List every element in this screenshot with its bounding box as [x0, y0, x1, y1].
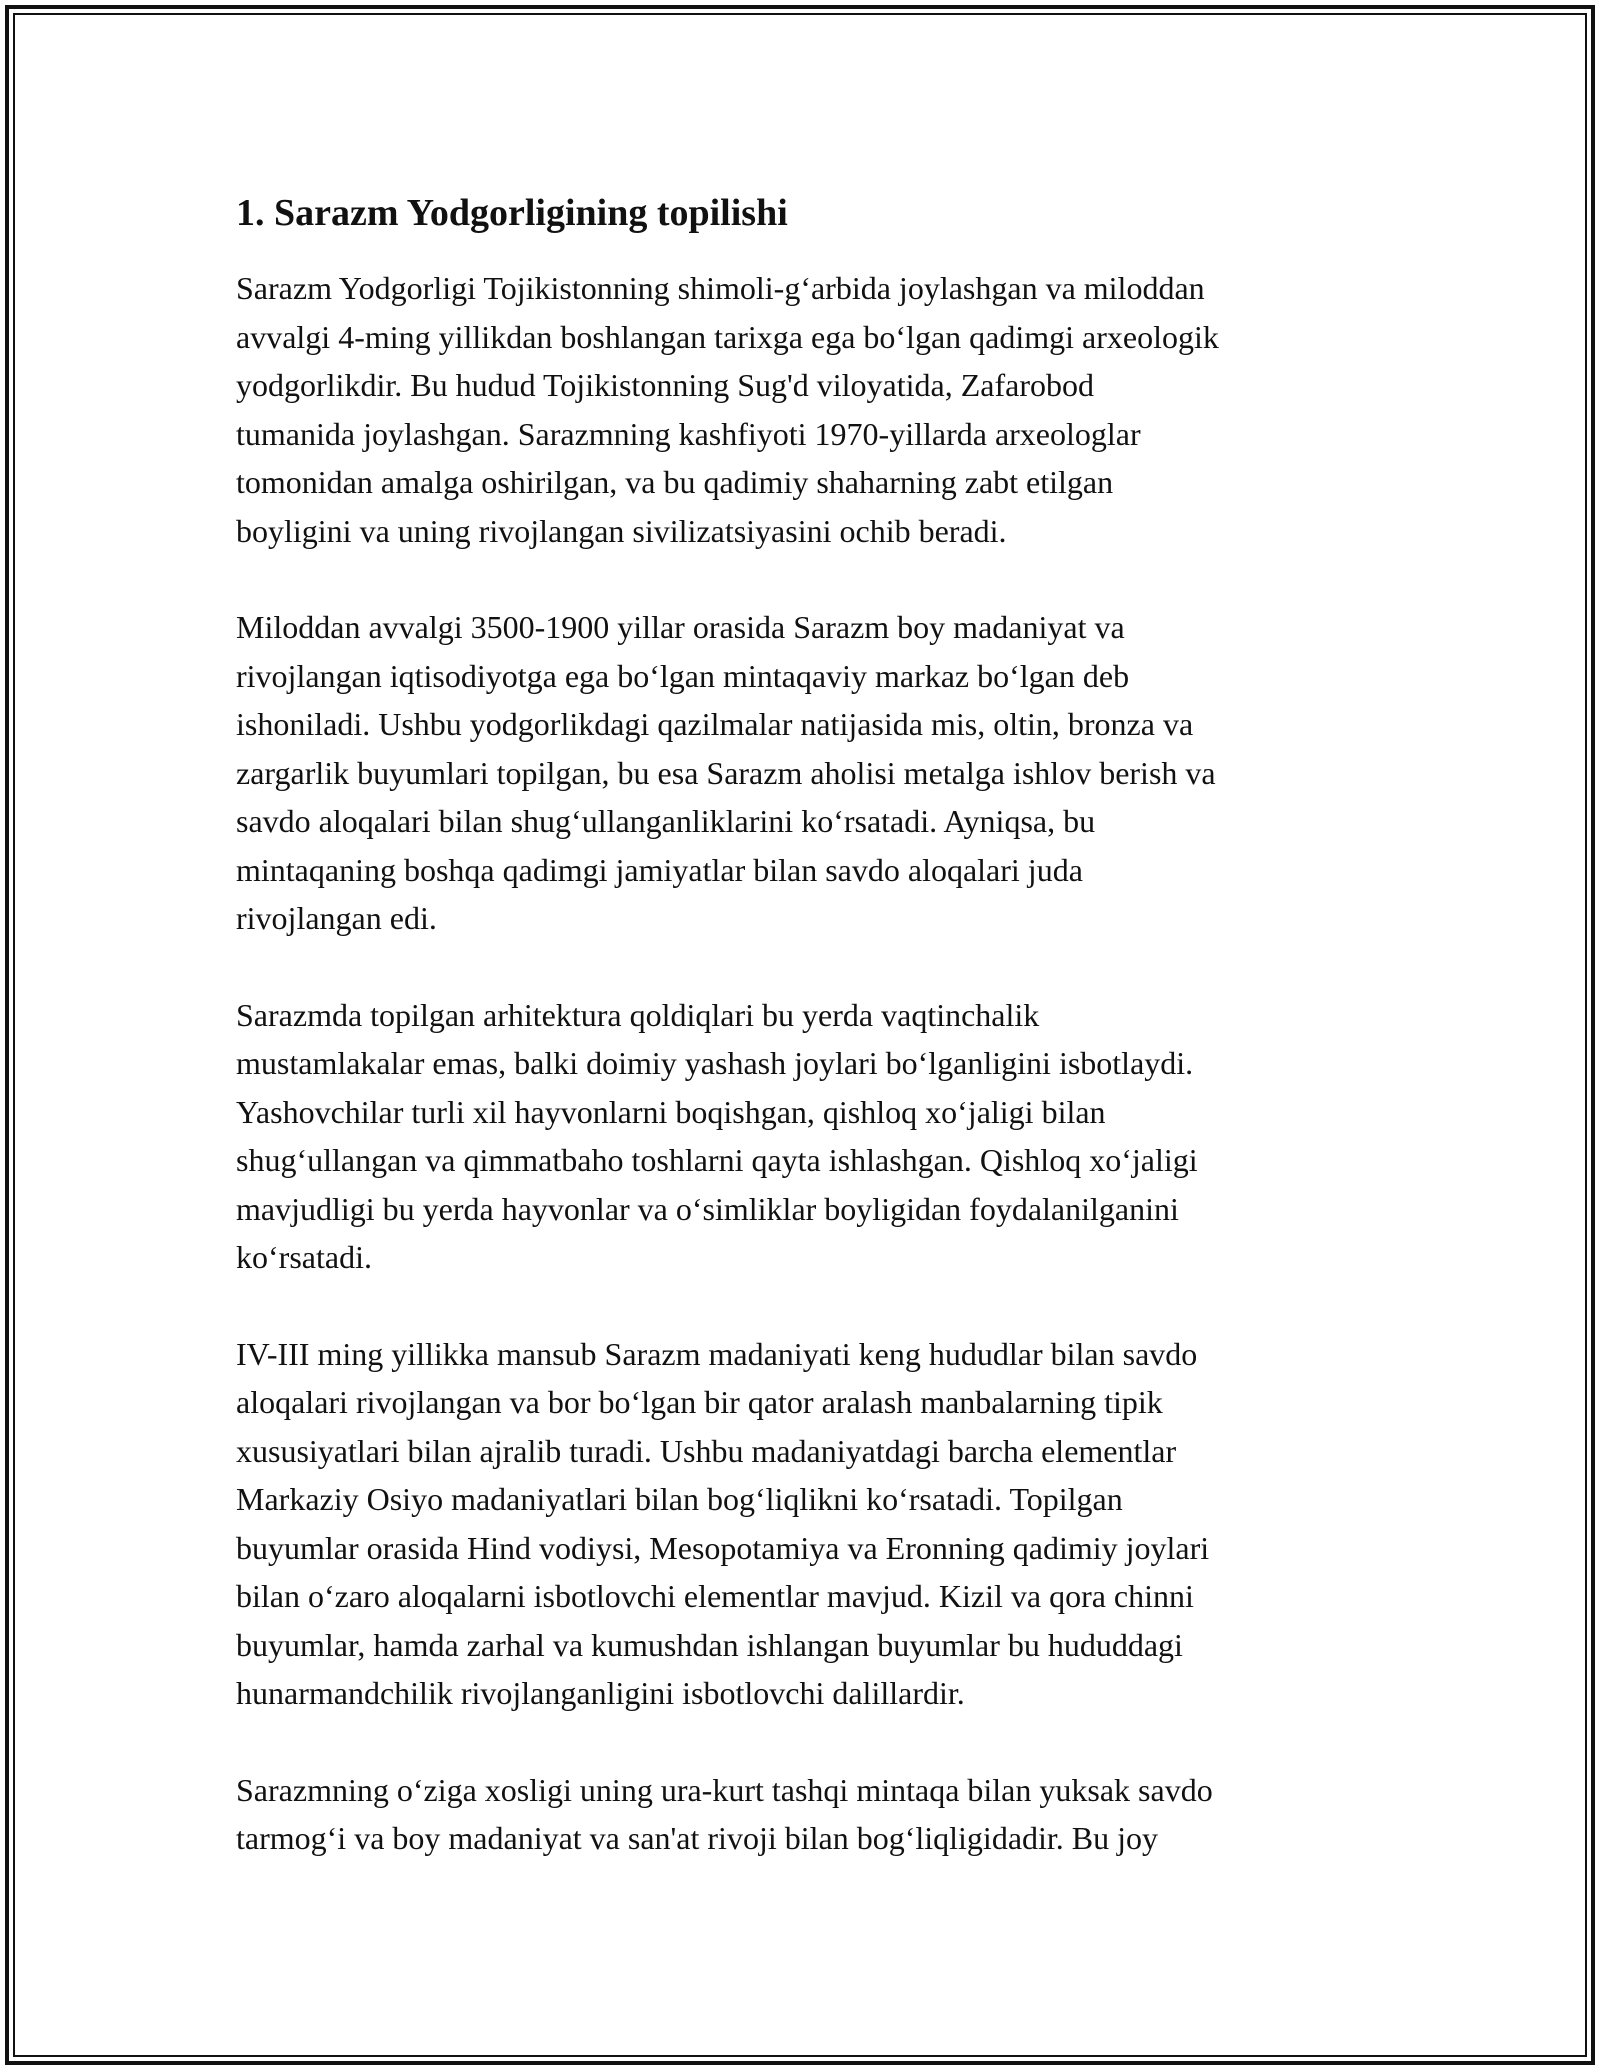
text-line: Miloddan avvalgi 3500-1900 yillar orasida Sarazm boy madaniyat va: [236, 609, 1125, 645]
text-line: tomonidan amalga oshirilgan, va bu qadimiy shaharning zabt etilgan: [236, 464, 1114, 500]
text-line: tumanida joylashgan. Sarazmning kashfiyoti 1970-yillarda arxeologlar: [236, 415, 1141, 452]
text-line: aloqalari rivojlangan va bor bo‘lgan bir qator aralash manbalarning tipik: [236, 1384, 1163, 1420]
text-line: avvalgi 4-ming yillikdan boshlangan tarixga ega bo‘lgan qadimgi arxeologik: [236, 318, 1219, 355]
text-line: rivojlangan edi.: [236, 900, 437, 936]
text-line: Sarazmning o‘ziga xosligi uning ura-kurt tashqi mintaqa bilan yuksak savdo: [236, 1771, 1213, 1808]
paragraph-3: [236, 991, 1376, 1282]
text-line: mintaqaning boshqa qadimgi jamiyatlar bilan savdo aloqalari juda: [236, 851, 1083, 888]
text-line: boyligini va uning rivojlangan sivilizatsiyasini ochib beradi.: [236, 512, 1007, 549]
text-line: tarmog‘i va boy madaniyat va san'at rivoji bilan bog‘liqligidadir. Bu joy: [236, 1820, 1159, 1856]
text-line: IV-III ming yillikka mansub Sarazm madaniyati keng hududlar bilan savdo: [236, 1335, 1198, 1372]
text-line: shug‘ullangan va qimmatbaho toshlarni qayta ishlashgan. Qishloq xo‘jaligi: [236, 1142, 1198, 1178]
paragraph-4: [236, 1330, 1376, 1718]
text-line: savdo aloqalari bilan shug‘ullanganliklarini ko‘rsatadi. Ayniqsa, bu: [236, 803, 1096, 839]
text-line: yodgorlikdir. Bu hudud Tojikistonning Sug'd viloyatida, Zafarobod: [236, 367, 1094, 403]
text-line: xususiyatlari bilan ajralib turadi. Ushbu madaniyatdagi barcha elementlar: [236, 1432, 1177, 1469]
section-heading: 1. Sarazm Yodgorligining topilishi: [236, 192, 788, 234]
text-line: ishoniladi. Ushbu yodgorlikdagi qazilmalar natijasida mis, oltin, bronza va: [236, 706, 1194, 742]
text-line: ko‘rsatadi.: [236, 1239, 372, 1275]
text-line: buyumlar orasida Hind vodiysi, Mesopotamiya va Eronning qadimiy joylari: [236, 1529, 1210, 1566]
text-line: Markaziy Osiyo madaniyatlari bilan bog‘liqlikni ko‘rsatadi. Topilgan: [236, 1481, 1123, 1517]
text-line: zargarlik buyumlari topilgan, bu esa Sarazm aholisi metalga ishlov berish va: [236, 754, 1216, 791]
text-line: mustamlakalar emas, balki doimiy yashash joylari bo‘lganligini isbotlaydi.: [236, 1045, 1194, 1081]
text-line: Sarazmda topilgan arhitektura qoldiqlari bu yerda vaqtinchalik: [236, 996, 1040, 1033]
document-body: [236, 184, 1376, 1911]
text-line: rivojlangan iqtisodiyotga ega bo‘lgan mintaqaviy markaz bo‘lgan deb: [236, 657, 1130, 694]
paragraph-1: [236, 264, 1376, 555]
text-line: hunarmandchilik rivojlanganligini isbotlovchi dalillardir.: [236, 1675, 965, 1711]
text-line: Sarazm Yodgorligi Tojikistonning shimoli-g‘arbida joylashgan va miloddan: [236, 270, 1205, 306]
paragraph-5: [236, 1766, 1376, 1863]
paragraph-2: [236, 603, 1376, 943]
text-line: mavjudligi bu yerda hayvonlar va o‘simliklar boyligidan foydalanilganini: [236, 1190, 1179, 1227]
text-line: Yashovchilar turli xil hayvonlarni boqishgan, qishloq xo‘jaligi bilan: [236, 1093, 1106, 1130]
text-line: bilan o‘zaro aloqalarni isbotlovchi elementlar mavjud. Kizil va qora chinni: [236, 1578, 1194, 1614]
text-line: buyumlar, hamda zarhal va kumushdan ishlangan buyumlar bu hududdagi: [236, 1626, 1183, 1663]
